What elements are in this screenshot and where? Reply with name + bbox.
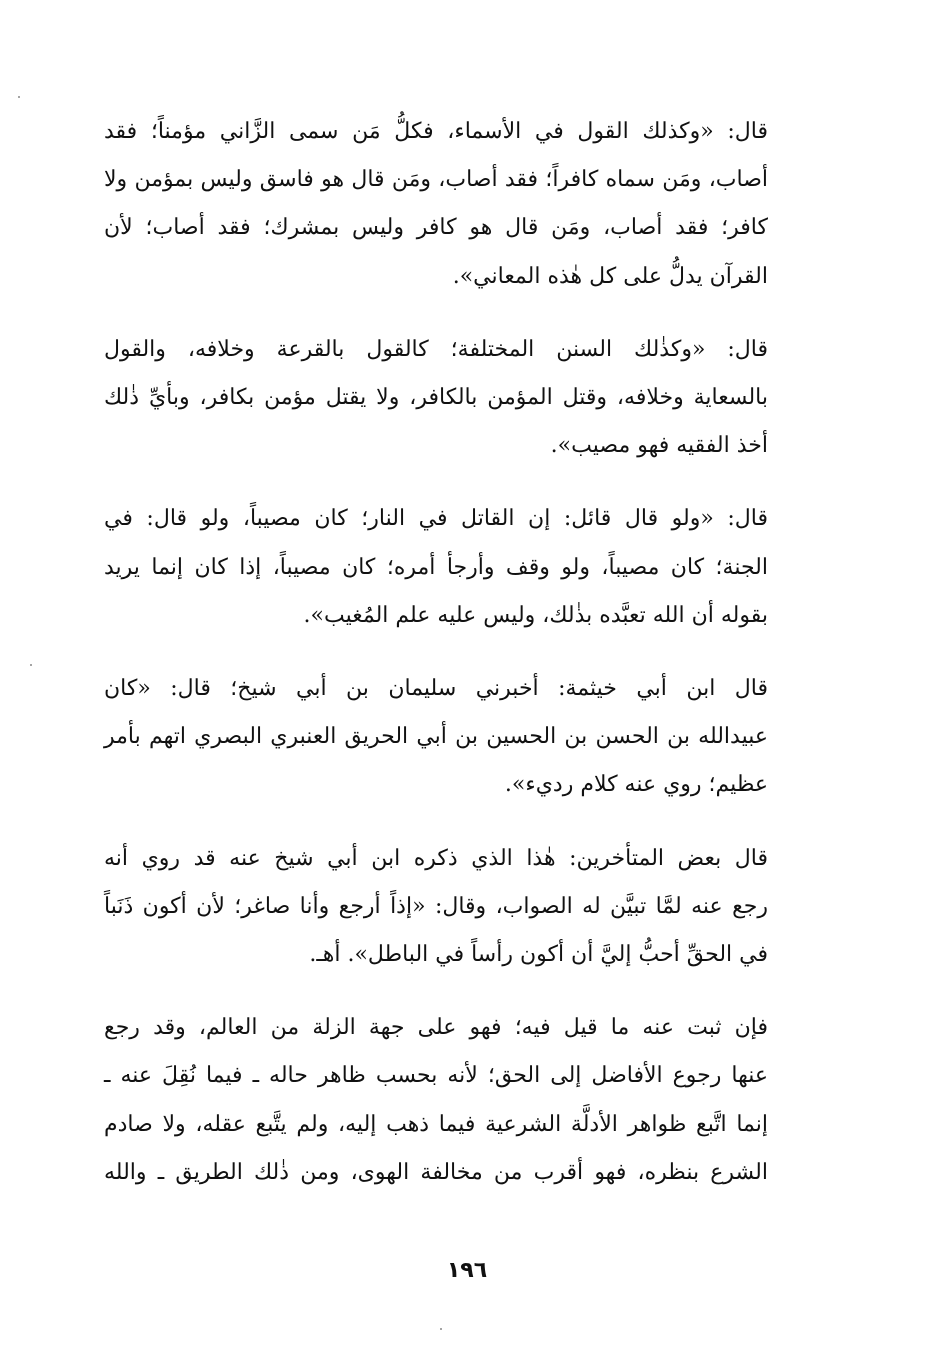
text-line: أصاب، ومَن سماه كافراً؛ فقد أصاب، ومَن قال هو فاسق وليس بمؤمن ولا [104,167,768,193]
text-line: رجع عنه لمَّا تبيَّن له الصواب، وقال: «إذاً أرجع وأنا صاغر؛ لأن أكون ذَنَباً [104,893,768,919]
text-line: عظيم؛ روي عنه كلام رديء». [504,772,768,798]
page-number: ١٩٦ [446,1258,488,1283]
text-line: فإن ثبت عنه ما قيل فيه؛ فهو على جهة الزلة من العالم، وقد رجع [104,1015,768,1041]
paragraph [104,326,812,471]
scan-speck [440,1328,442,1330]
text-line: أخذ الفقيه فهو مصيب». [550,433,768,459]
scan-speck [18,96,20,98]
text-line: الجنة؛ كان مصيباً، ولو وقف وأرجأ أمره؛ كان مصيباً، إذا كان إنما يريد [104,554,768,580]
paragraph [104,665,812,810]
text-line: كافر؛ فقد أصاب، ومَن قال هو كافر وليس بمشرك؛ فقد أصاب؛ لأن [104,215,768,241]
text-line: عبيدالله بن الحسن بن الحسين بن أبي الحريق العنبري البصري اتهم بأمر [104,724,769,750]
text-line: إنما اتَّبع ظواهر الأدلَّة الشرعية فيما ذهب إليه، ولم يتَّبع عقله، ولا صادم [104,1111,768,1137]
paragraph [104,495,812,640]
text-line: بقوله أن الله تعبَّده بذٰلك، وليس عليه علم المُغيب». [303,602,768,628]
text-line: في الحقِّ أحبُّ إليَّ أن أكون رأساً في الباطل». أهـ. [309,942,768,968]
text-line: القرآن يدلُّ على كل هٰذه المعاني». [452,263,768,289]
paragraph [104,835,812,980]
text-line: قال ابن أبي خيثمة: أخبرني سليمان بن أبي شيخ؛ قال: «كان [104,676,768,702]
text-line: بالسعاية وخلافه، وقتل المؤمن بالكافر، ولا يقتل مؤمن بكافر، وبأيِّ ذٰلك [104,385,768,411]
paragraph [104,1004,812,1197]
text-line: عنها رجوع الأفاضل إلى الحق؛ لأنه بحسب ظاهر حاله ـ فيما نُقِلَ عنه ـ [104,1063,768,1089]
page-body [104,108,812,1222]
scan-speck [30,664,32,666]
text-line: قال: «وكذٰلك السنن المختلفة؛ كالقول بالقرعة وخلافه، والقول [104,336,768,362]
text-line: الشرع بنظره، فهو أقرب من مخالفة الهوى، ومن ذٰلك الطريق ـ والله [104,1159,768,1185]
text-line: قال: «وكذلك القول في الأسماء، فكلُّ مَن سمى الزَّاني مؤمناً؛ فقد [104,119,768,144]
text-line: قال بعض المتأخرين: هٰذا الذي ذكره ابن أبي شيخ عنه قد روي أنه [104,845,768,871]
text-line: قال: «ولو قال قائل: إن القاتل في النار؛ كان مصيباً، ولو قال: في [104,506,768,532]
paragraph [104,108,812,301]
